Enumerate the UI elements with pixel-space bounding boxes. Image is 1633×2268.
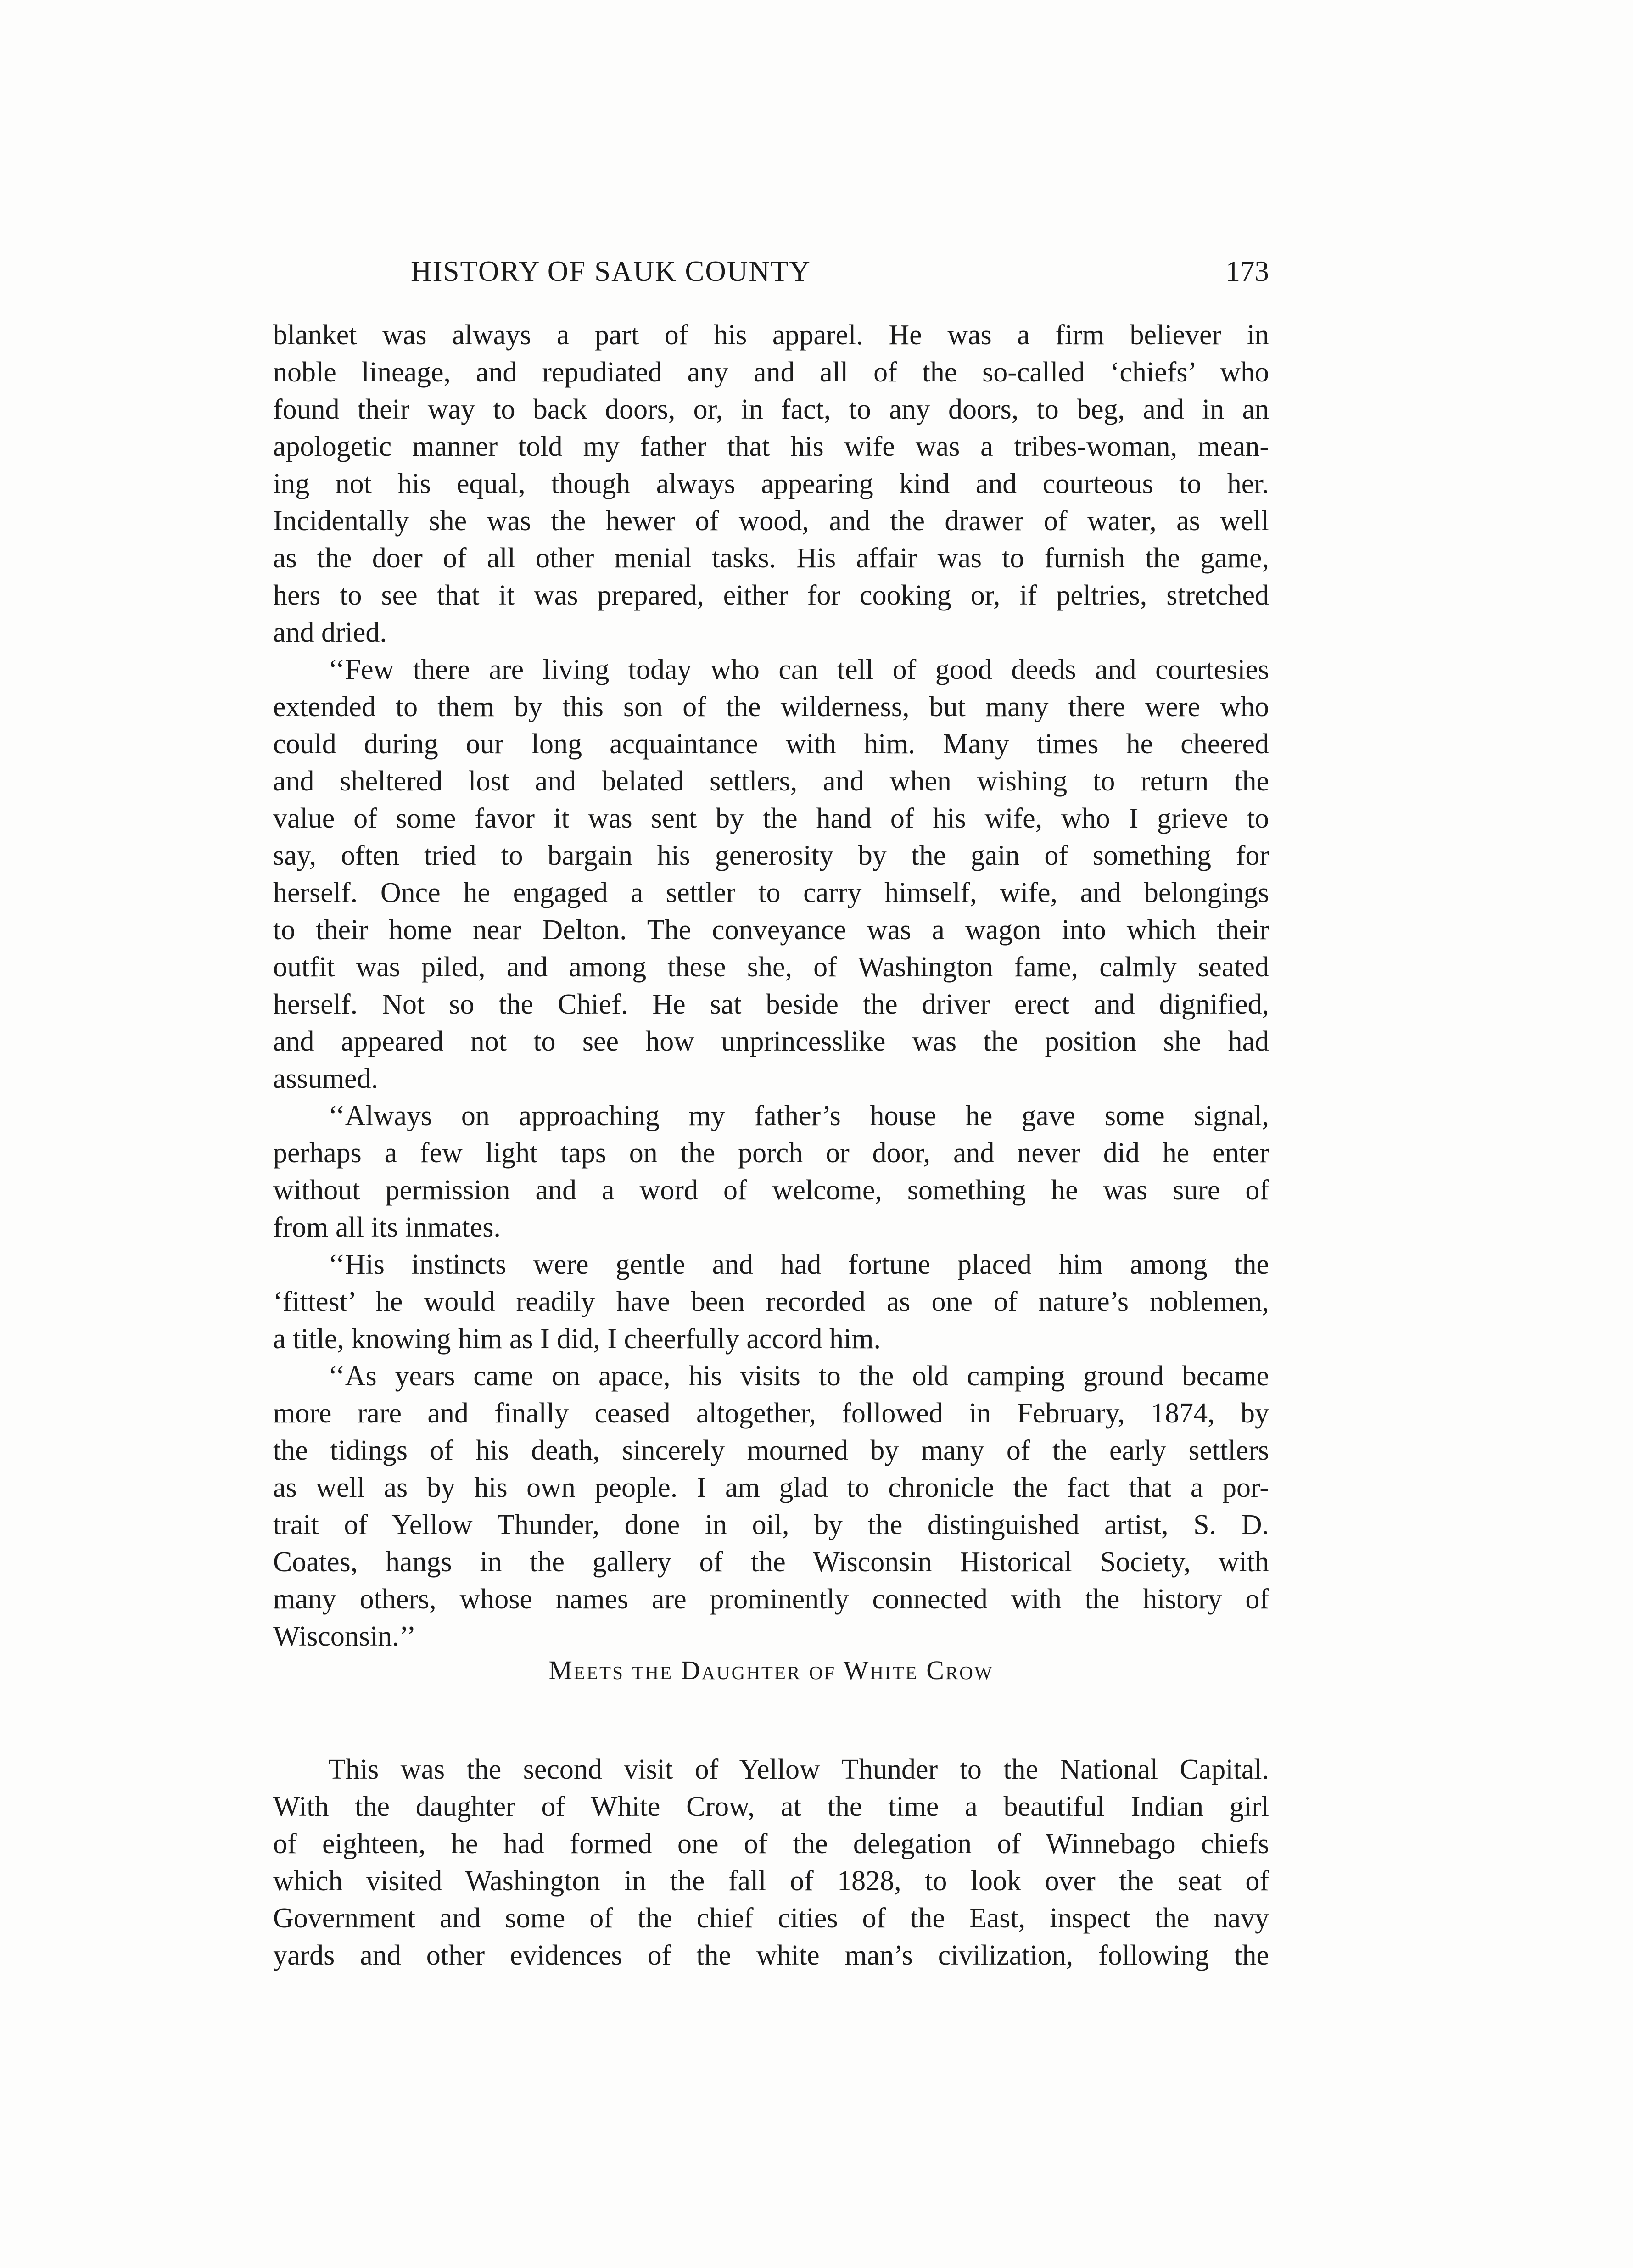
text-line: trait of Yellow Thunder, done in oil, by the distinguished artist, S. D. bbox=[273, 1509, 1269, 1540]
text-line: extended to them by this son of the wilderness, but many there were who bbox=[273, 691, 1269, 722]
text-line: Incidentally she was the hewer of wood, and the drawer of water, as well bbox=[273, 505, 1269, 537]
text-line: ‘‘His instincts were gentle and had fortune placed him among the bbox=[328, 1249, 1269, 1280]
text-line: Coates, hangs in the gallery of the Wisconsin Historical Society, with bbox=[273, 1546, 1269, 1578]
text-line: a title, knowing him as I did, I cheerfully accord him. bbox=[273, 1323, 881, 1355]
text-line: With the daughter of White Crow, at the time a beautiful Indian girl bbox=[273, 1791, 1269, 1822]
section-heading: Meets the Daughter of White Crow bbox=[548, 1655, 994, 1685]
text-line: as well as by his own people. I am glad to chronicle the fact that a por- bbox=[273, 1472, 1269, 1503]
text-line: ‘fittest’ he would readily have been recorded as one of nature’s noblemen, bbox=[273, 1286, 1269, 1317]
body-text-block bbox=[273, 317, 1269, 1655]
text-line: the tidings of his death, sincerely mourned by many of the early settlers bbox=[273, 1435, 1269, 1466]
text-line: herself. Not so the Chief. He sat beside the driver erect and dignified, bbox=[273, 989, 1269, 1020]
text-line: Government and some of the chief cities of the East, inspect the navy bbox=[273, 1903, 1269, 1934]
text-line: value of some favor it was sent by the hand of his wife, who I grieve to bbox=[273, 803, 1269, 834]
text-line: say, often tried to bargain his generosity by the gain of something for bbox=[273, 840, 1269, 871]
text-line: and appeared not to see how unprincesslike was the position she had bbox=[273, 1026, 1269, 1057]
text-line: ‘‘Always on approaching my father’s house he gave some signal, bbox=[328, 1100, 1269, 1131]
text-line: without permission and a word of welcome, something he was sure of bbox=[273, 1175, 1269, 1206]
text-line: and sheltered lost and belated settlers, and when wishing to return the bbox=[273, 766, 1269, 797]
text-line: Wisconsin.’’ bbox=[273, 1621, 416, 1652]
text-line: which visited Washington in the fall of 1828, to look over the seat of bbox=[273, 1865, 1269, 1897]
text-line: to their home near Delton. The conveyance was a wagon into which their bbox=[273, 914, 1269, 946]
text-line: This was the second visit of Yellow Thunder to the National Capital. bbox=[328, 1754, 1269, 1785]
text-line: apologetic manner told my father that his wife was a tribes-woman, mean- bbox=[273, 431, 1269, 462]
text-line: ing not his equal, though always appearing kind and courteous to her. bbox=[273, 468, 1269, 499]
page-number: 173 bbox=[1225, 255, 1269, 287]
text-line: ‘‘As years came on apace, his visits to the old camping ground became bbox=[328, 1361, 1269, 1392]
text-line: yards and other evidences of the white man’s civilization, following the bbox=[273, 1940, 1269, 1971]
text-line: hers to see that it was prepared, either for cooking or, if peltries, stretched bbox=[273, 580, 1269, 611]
text-line: many others, whose names are prominently connected with the history of bbox=[273, 1584, 1269, 1615]
text-line: outfit was piled, and among these she, of Washington fame, calmly seated bbox=[273, 952, 1269, 983]
text-line: assumed. bbox=[273, 1063, 379, 1094]
text-line: noble lineage, and repudiated any and all of the so-called ‘chiefs’ who bbox=[273, 357, 1269, 388]
running-header bbox=[273, 255, 1269, 296]
text-line: could during our long acquaintance with him. Many times he cheered bbox=[273, 728, 1269, 760]
text-line: perhaps a few light taps on the porch or door, and never did he enter bbox=[273, 1137, 1269, 1169]
text-line: found their way to back doors, or, in fact, to any doors, to beg, and in an bbox=[273, 394, 1269, 425]
running-title: HISTORY OF SAUK COUNTY bbox=[411, 255, 811, 287]
text-line: blanket was always a part of his apparel. He was a firm believer in bbox=[273, 319, 1269, 351]
text-line: of eighteen, he had formed one of the delegation of Winnebago chiefs bbox=[273, 1828, 1269, 1859]
text-line: ‘‘Few there are living today who can tell of good deeds and courtesies bbox=[328, 654, 1269, 685]
section-text-block bbox=[273, 1751, 1269, 1974]
text-line: as the doer of all other menial tasks. His affair was to furnish the game, bbox=[273, 543, 1269, 574]
text-line: from all its inmates. bbox=[273, 1212, 501, 1243]
text-line: and dried. bbox=[273, 617, 387, 648]
text-line: herself. Once he engaged a settler to carry himself, wife, and belongings bbox=[273, 877, 1269, 908]
text-line: more rare and finally ceased altogether, followed in February, 1874, by bbox=[273, 1398, 1269, 1429]
